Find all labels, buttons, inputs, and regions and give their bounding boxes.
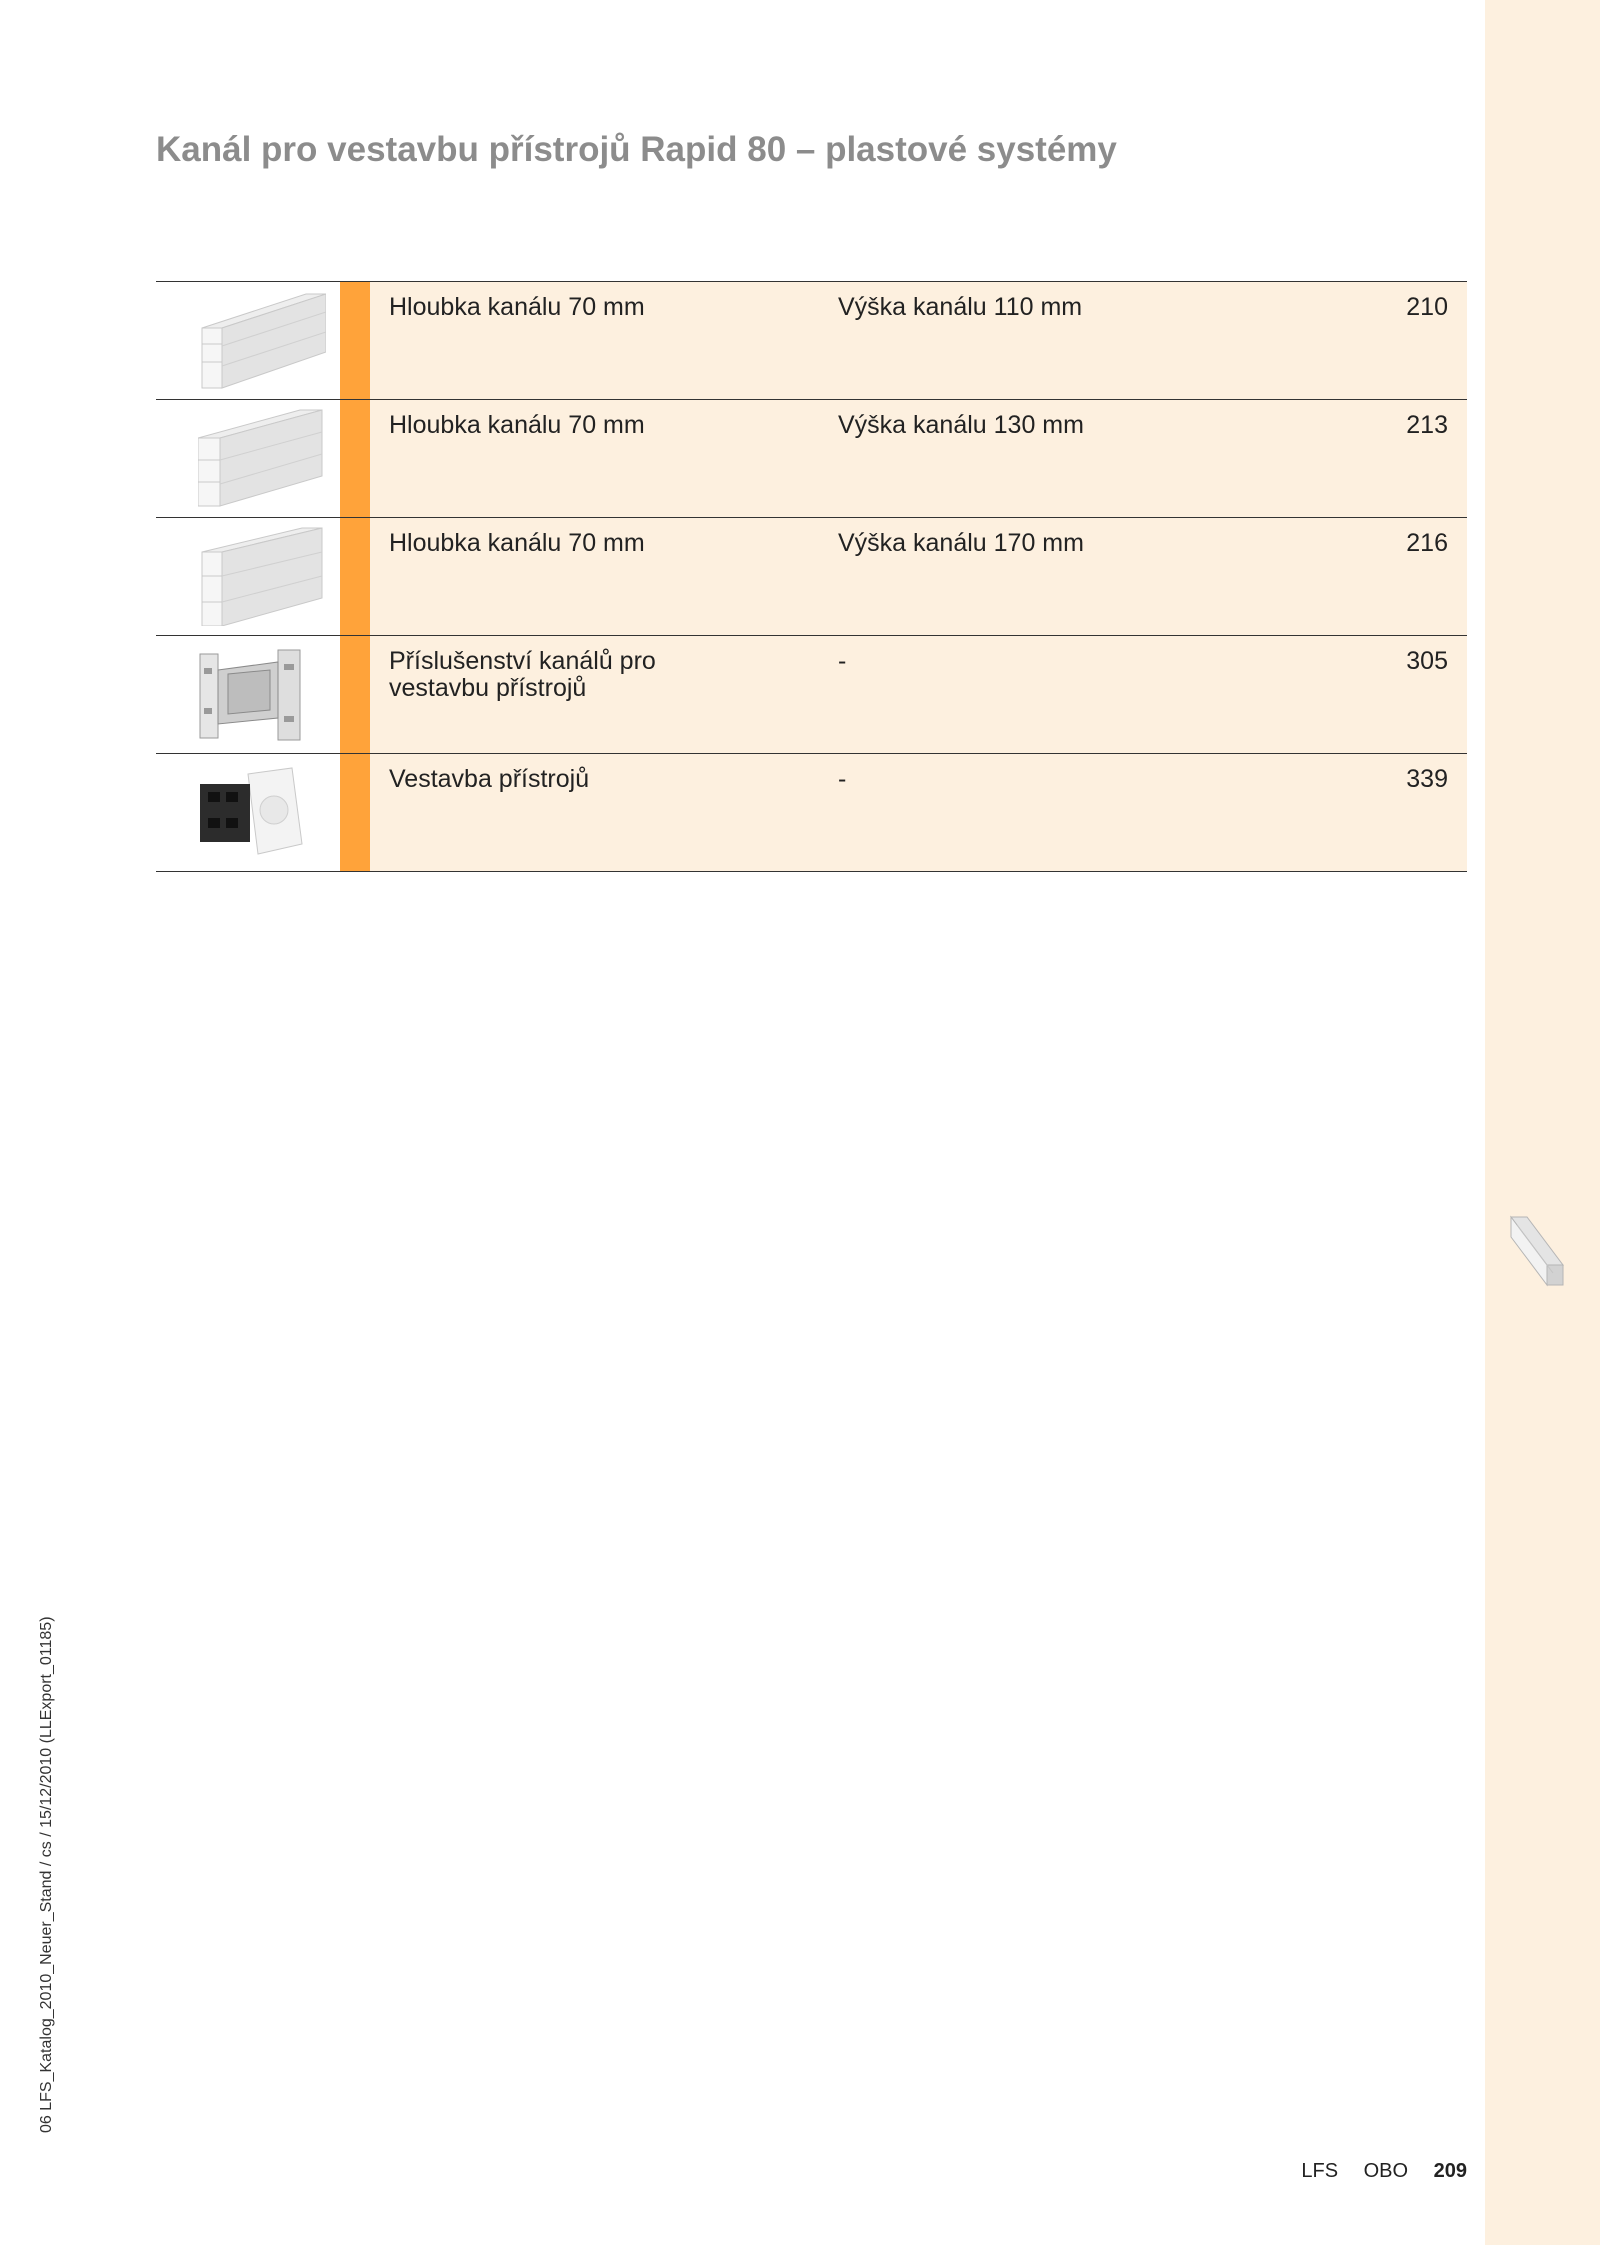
row-description: Hloubka kanálu 70 mm	[389, 529, 645, 557]
row-spec: Výška kanálu 110 mm	[838, 293, 1083, 321]
info-cell	[370, 754, 1467, 871]
row-page-link[interactable]: 213	[1406, 411, 1448, 439]
table-row	[156, 754, 1467, 872]
info-cell	[370, 282, 1467, 399]
accent-bar	[340, 636, 370, 753]
table-row	[156, 518, 1467, 636]
page-footer	[1281, 2160, 1467, 2183]
product-table	[156, 281, 1467, 872]
thumb-cell	[156, 518, 340, 635]
row-description: Hloubka kanálu 70 mm	[389, 293, 645, 321]
table-row	[156, 400, 1467, 518]
thumb-cell	[156, 400, 340, 517]
row-description: Příslušenství kanálů pro vestavbu přístrojů	[389, 647, 656, 702]
thumb-cell	[156, 282, 340, 399]
table-row	[156, 282, 1467, 400]
row-page-link[interactable]: 339	[1406, 765, 1448, 793]
channel-bracket-icon	[198, 644, 326, 744]
side-band	[1485, 0, 1600, 2245]
accent-bar	[340, 282, 370, 399]
info-cell	[370, 400, 1467, 517]
cable-channel-110-icon	[198, 290, 326, 390]
row-page-link[interactable]: 216	[1406, 529, 1448, 557]
accent-bar	[340, 518, 370, 635]
row-spec: -	[838, 647, 847, 675]
row-spec: Výška kanálu 170 mm	[838, 529, 1084, 557]
row-description: Hloubka kanálu 70 mm	[389, 411, 645, 439]
cable-channel-130-icon	[198, 408, 326, 508]
footer-section: LFS	[1301, 2160, 1339, 2182]
row-description: Vestavba přístrojů	[389, 765, 590, 793]
footer-brand: OBO	[1363, 2160, 1409, 2182]
thumb-cell	[156, 636, 340, 753]
page-title: Kanál pro vestavbu přístrojů Rapid 80 – plastové systémy	[156, 130, 1117, 169]
row-page-link[interactable]: 210	[1406, 293, 1448, 321]
table-row	[156, 636, 1467, 754]
cable-channel-170-icon	[198, 526, 326, 626]
info-cell	[370, 636, 1467, 753]
row-spec: -	[838, 765, 847, 793]
row-spec: Výška kanálu 130 mm	[838, 411, 1084, 439]
footer-page-number: 209	[1433, 2160, 1467, 2182]
accent-bar	[340, 400, 370, 517]
side-meta-text: 06 LFS_Katalog_2010_Neuer_Stand / cs / 15/12/2010 (LLExport_01185)	[38, 1616, 55, 2133]
thumb-cell	[156, 754, 340, 871]
accent-bar	[340, 754, 370, 871]
row-page-link[interactable]: 305	[1406, 647, 1448, 675]
device-socket-icon	[198, 762, 326, 862]
cable-channel-side-icon	[1505, 1215, 1565, 1287]
info-cell	[370, 518, 1467, 635]
